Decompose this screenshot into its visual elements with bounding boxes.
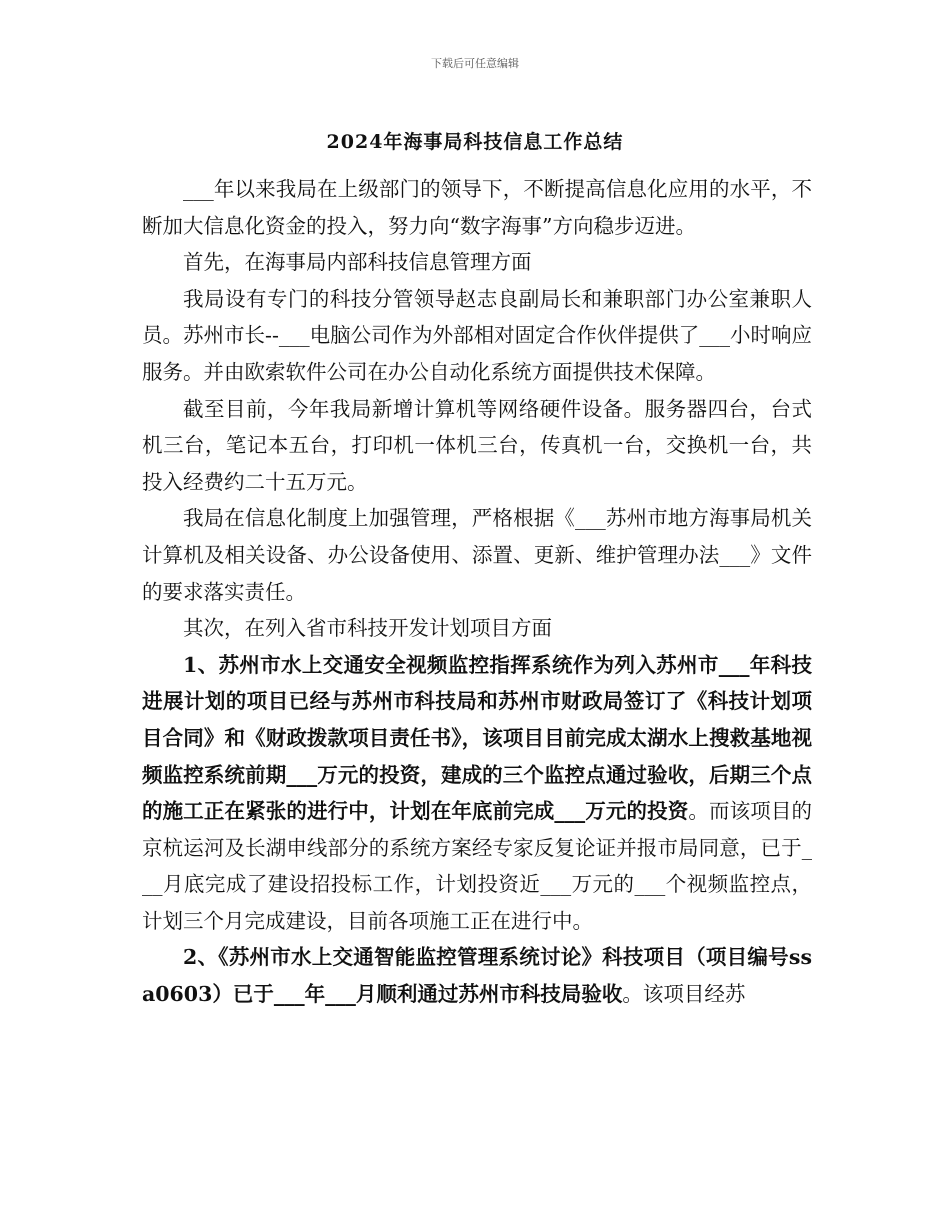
list-item-text: 。该项目经苏 [622,982,746,1007]
paragraph: 我局设有专门的科技分管领导赵志良副局长和兼职部门办公室兼职人员。苏州市长--___电脑公司作为外部相对固定合作伙伴提供了___小时响应服务。并由欧索软件公司在办公自动化系统方面提供技术保障。 [142,286,812,384]
list-item-bold-text: 2、《苏州市水上交通智能监控管理系统讨论》科技项目（项目编号ssa0603）已于___年___月顺利通过苏州市科技局验收 [142,945,812,1007]
paragraph: 我局在信息化制度上加强管理，严格根据《___苏州市地方海事局机关计算机及相关设备、办公设备使用、添置、更新、维护管理办法___》文件的要求落实责任。 [142,506,812,604]
header-note: 下载后可任意编辑 [431,57,519,70]
list-item [142,939,812,1012]
list-item-text: 。而该项目的京杭运河及长湖申线部分的系统方案经专家反复论证并报市局同意，已于___月底完成了建设招投标工作，计划投资近___万元的___个视频监控点，计划三个月完成建设，目前各项施工正在进行中。 [142,799,813,933]
paragraph: 其次，在列入省市科技开发计划项目方面 [183,616,552,641]
list-item-bold-text: 1、苏州市水上交通安全视频监控指挥系统作为列入苏州市___年科技进展计划的项目已经与苏州市科技局和苏州市财政局签订了《科技计划项目合同》和《财政拨款项目责任书》，该项目目前完成太湖水上搜救基地视频监控系统前期___万元的投资，建成的三个监控点通过验收，后期三个点的施工正在紧张的进行中，计划在年底前完成___万元的投资 [142,652,812,824]
paragraph: 截至目前，今年我局新增计算机等网络硬件设备。服务器四台，台式机三台，笔记本五台，打印机一体机三台，传真机一台，交换机一台，共投入经费约二十五万元。 [142,396,812,494]
paragraph: 首先，在海事局内部科技信息管理方面 [183,250,532,275]
list-item [142,647,812,940]
page-title: 2024年海事局科技信息工作总结 [326,131,624,153]
document-body [142,171,812,1013]
paragraph: ___年以来我局在上级部门的领导下，不断提高信息化应用的水平，不断加大信息化资金的投入，努力向“数字海事”方向稳步迈进。 [142,177,812,238]
